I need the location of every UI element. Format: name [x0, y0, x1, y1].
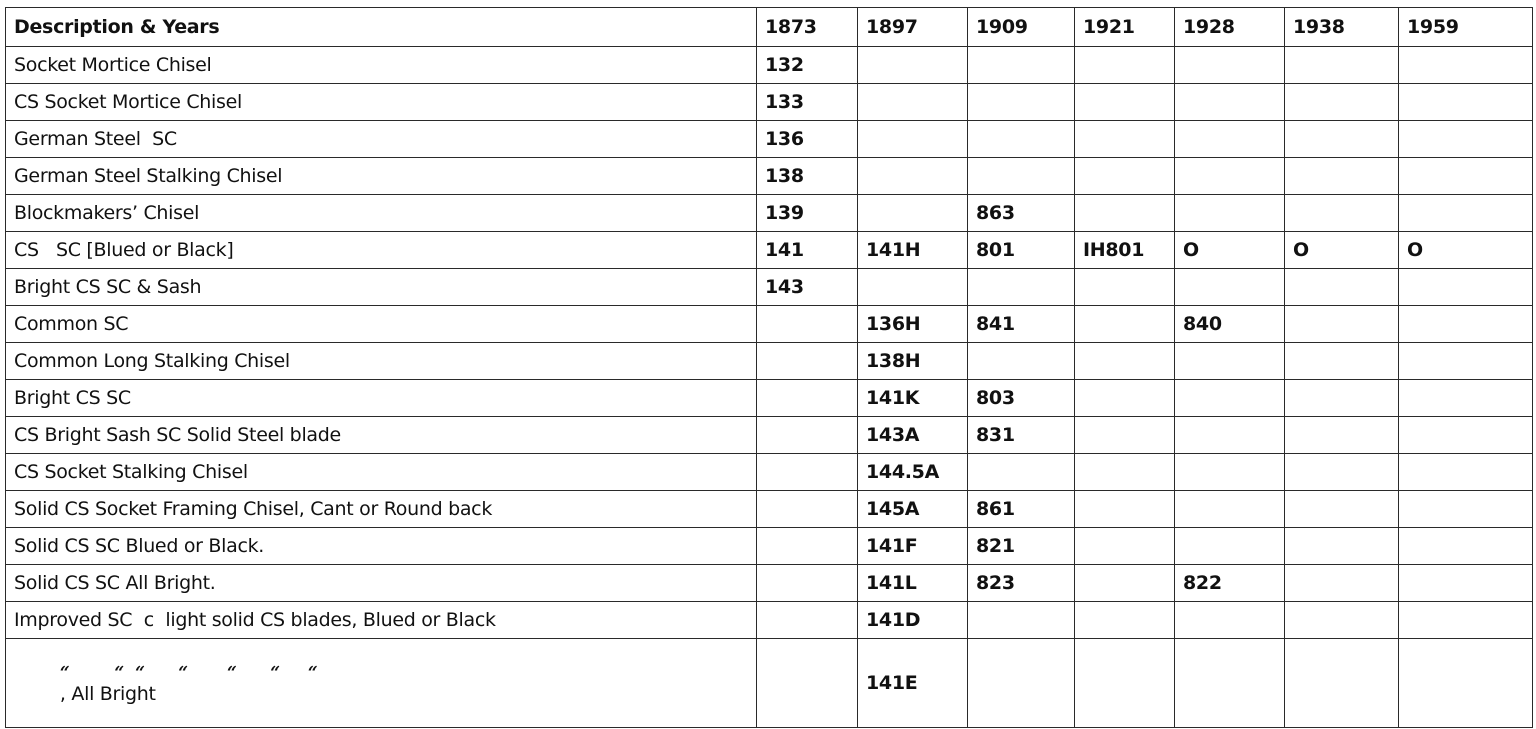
table-cell	[1175, 528, 1285, 565]
table-cell	[858, 121, 968, 158]
table-cell	[1175, 491, 1285, 528]
header-description: Description & Years	[6, 8, 757, 47]
table-cell	[968, 158, 1075, 195]
table-cell: 141K	[858, 380, 968, 417]
table-cell	[968, 269, 1075, 306]
table-cell: 823	[968, 565, 1075, 602]
table-cell: 822	[1175, 565, 1285, 602]
table-cell	[757, 602, 858, 639]
header-year-1897: 1897	[858, 8, 968, 47]
table-cell	[1285, 158, 1399, 195]
table-cell	[1399, 195, 1533, 232]
table-cell	[858, 269, 968, 306]
table-cell	[757, 454, 858, 491]
table-cell	[1175, 639, 1285, 728]
table-cell	[1175, 195, 1285, 232]
table-cell	[1175, 269, 1285, 306]
table-cell: 136	[757, 121, 858, 158]
table-body	[6, 47, 1533, 728]
table-cell	[858, 47, 968, 84]
table-row	[6, 232, 1533, 269]
table-cell	[858, 84, 968, 121]
ditto-marks: “ “ “ “ “ “ “	[59, 663, 318, 683]
table-cell	[1175, 417, 1285, 454]
table-cell	[1285, 417, 1399, 454]
table-cell: 136H	[858, 306, 968, 343]
table-cell: 143	[757, 269, 858, 306]
table-cell	[1399, 380, 1533, 417]
table-cell	[757, 639, 858, 728]
table-row	[6, 491, 1533, 528]
ditto-description-cell	[6, 639, 757, 728]
description-cell: CS Socket Mortice Chisel	[6, 84, 757, 121]
table-cell	[1175, 380, 1285, 417]
table-cell	[968, 639, 1075, 728]
header-year-1921: 1921	[1075, 8, 1175, 47]
description-cell: Blockmakers’ Chisel	[6, 195, 757, 232]
chisel-catalog-table	[5, 7, 1533, 728]
table-cell	[1075, 639, 1175, 728]
table-cell: 143A	[858, 417, 968, 454]
table-row	[6, 195, 1533, 232]
table-cell	[1285, 380, 1399, 417]
table-cell	[1399, 602, 1533, 639]
table-cell	[1075, 417, 1175, 454]
table-cell	[1075, 158, 1175, 195]
table-cell	[1075, 602, 1175, 639]
table-cell: IH801	[1075, 232, 1175, 269]
table-cell	[968, 121, 1075, 158]
header-year-1938: 1938	[1285, 8, 1399, 47]
table-cell	[757, 491, 858, 528]
description-cell: Bright CS SC	[6, 380, 757, 417]
table-cell: 840	[1175, 306, 1285, 343]
table-cell	[1175, 84, 1285, 121]
description-cell: Solid CS SC All Bright.	[6, 565, 757, 602]
description-cell: CS Socket Stalking Chisel	[6, 454, 757, 491]
table-row	[6, 528, 1533, 565]
description-cell: German Steel SC	[6, 121, 757, 158]
table-cell	[757, 565, 858, 602]
table-cell	[1285, 491, 1399, 528]
table-row	[6, 121, 1533, 158]
table-cell	[1285, 639, 1399, 728]
table-cell	[757, 343, 858, 380]
table-cell	[858, 195, 968, 232]
table-row	[6, 306, 1533, 343]
table-cell	[1075, 195, 1175, 232]
table-cell	[1175, 158, 1285, 195]
table-cell	[757, 528, 858, 565]
table-cell: 138H	[858, 343, 968, 380]
table-cell	[1175, 602, 1285, 639]
table-row	[6, 380, 1533, 417]
table-cell	[1399, 121, 1533, 158]
table-row	[6, 47, 1533, 84]
description-cell: Bright CS SC & Sash	[6, 269, 757, 306]
table-cell	[1285, 528, 1399, 565]
table-cell	[1075, 343, 1175, 380]
table-cell	[1175, 121, 1285, 158]
table-cell	[1399, 343, 1533, 380]
table-cell: 141D	[858, 602, 968, 639]
table-cell: 139	[757, 195, 858, 232]
table-cell: O	[1175, 232, 1285, 269]
table-row	[6, 417, 1533, 454]
table-cell	[1075, 84, 1175, 121]
table-cell	[1285, 602, 1399, 639]
table-cell	[1075, 121, 1175, 158]
table-cell: 141F	[858, 528, 968, 565]
table-cell	[757, 380, 858, 417]
table-cell: 141H	[858, 232, 968, 269]
description-cell: CS Bright Sash SC Solid Steel blade	[6, 417, 757, 454]
table-cell	[1075, 454, 1175, 491]
table-row	[6, 565, 1533, 602]
table-cell	[1075, 565, 1175, 602]
table-cell	[1399, 454, 1533, 491]
table-cell	[1075, 47, 1175, 84]
table-cell	[858, 158, 968, 195]
table-cell: 863	[968, 195, 1075, 232]
table-cell	[1285, 343, 1399, 380]
table-row	[6, 84, 1533, 121]
table-cell: 132	[757, 47, 858, 84]
table-cell	[1175, 454, 1285, 491]
table-cell: 803	[968, 380, 1075, 417]
table-cell	[1175, 343, 1285, 380]
ditto-suffix: , All Bright	[59, 683, 156, 705]
table-cell	[1175, 47, 1285, 84]
table-cell	[1075, 269, 1175, 306]
description-cell: German Steel Stalking Chisel	[6, 158, 757, 195]
table-row	[6, 343, 1533, 380]
table-cell: O	[1285, 232, 1399, 269]
description-cell: Common Long Stalking Chisel	[6, 343, 757, 380]
table-cell	[1399, 565, 1533, 602]
table-cell: 144.5A	[858, 454, 968, 491]
table-cell: 831	[968, 417, 1075, 454]
header-year-1959: 1959	[1399, 8, 1533, 47]
table-cell	[1285, 565, 1399, 602]
table-cell	[1285, 306, 1399, 343]
table-cell	[1075, 380, 1175, 417]
table-cell: 821	[968, 528, 1075, 565]
table-cell	[757, 306, 858, 343]
header-year-1928: 1928	[1175, 8, 1285, 47]
table-cell	[1075, 491, 1175, 528]
table-row-ditto	[6, 639, 1533, 728]
header-year-1873: 1873	[757, 8, 858, 47]
table-cell: 141L	[858, 565, 968, 602]
table-cell: 138	[757, 158, 858, 195]
table-cell: 141	[757, 232, 858, 269]
description-cell: Solid CS Socket Framing Chisel, Cant or Round back	[6, 491, 757, 528]
description-cell: Solid CS SC Blued or Black.	[6, 528, 757, 565]
table-row	[6, 269, 1533, 306]
table-cell	[1399, 269, 1533, 306]
table-cell	[1075, 306, 1175, 343]
table-cell	[1285, 454, 1399, 491]
table-cell	[968, 343, 1075, 380]
table-cell	[1399, 417, 1533, 454]
table-row	[6, 158, 1533, 195]
table-cell	[1399, 639, 1533, 728]
table-cell	[1399, 306, 1533, 343]
table-cell	[1399, 47, 1533, 84]
description-cell: Improved SC c light solid CS blades, Blued or Black	[6, 602, 757, 639]
table-cell: O	[1399, 232, 1533, 269]
table-cell	[1285, 195, 1399, 232]
table-cell	[757, 417, 858, 454]
table-cell	[968, 454, 1075, 491]
table-row	[6, 602, 1533, 639]
table-cell	[968, 84, 1075, 121]
table-cell	[1285, 84, 1399, 121]
table-cell: 861	[968, 491, 1075, 528]
description-cell: Common SC	[6, 306, 757, 343]
table-cell	[1399, 84, 1533, 121]
table-cell	[968, 602, 1075, 639]
table-cell: 145A	[858, 491, 968, 528]
table-cell	[1399, 158, 1533, 195]
description-cell: Socket Mortice Chisel	[6, 47, 757, 84]
table-cell	[1285, 121, 1399, 158]
description-cell: CS SC [Blued or Black]	[6, 232, 757, 269]
header-year-1909: 1909	[968, 8, 1075, 47]
table-cell	[1285, 269, 1399, 306]
table-cell: 801	[968, 232, 1075, 269]
table-cell: 133	[757, 84, 858, 121]
table-cell	[968, 47, 1075, 84]
table-cell	[1399, 528, 1533, 565]
table-cell: 141E	[858, 639, 968, 728]
table-cell	[1075, 528, 1175, 565]
table-cell	[1285, 47, 1399, 84]
header-row	[6, 8, 1533, 47]
table-row	[6, 454, 1533, 491]
table-cell	[1399, 491, 1533, 528]
table-cell: 841	[968, 306, 1075, 343]
